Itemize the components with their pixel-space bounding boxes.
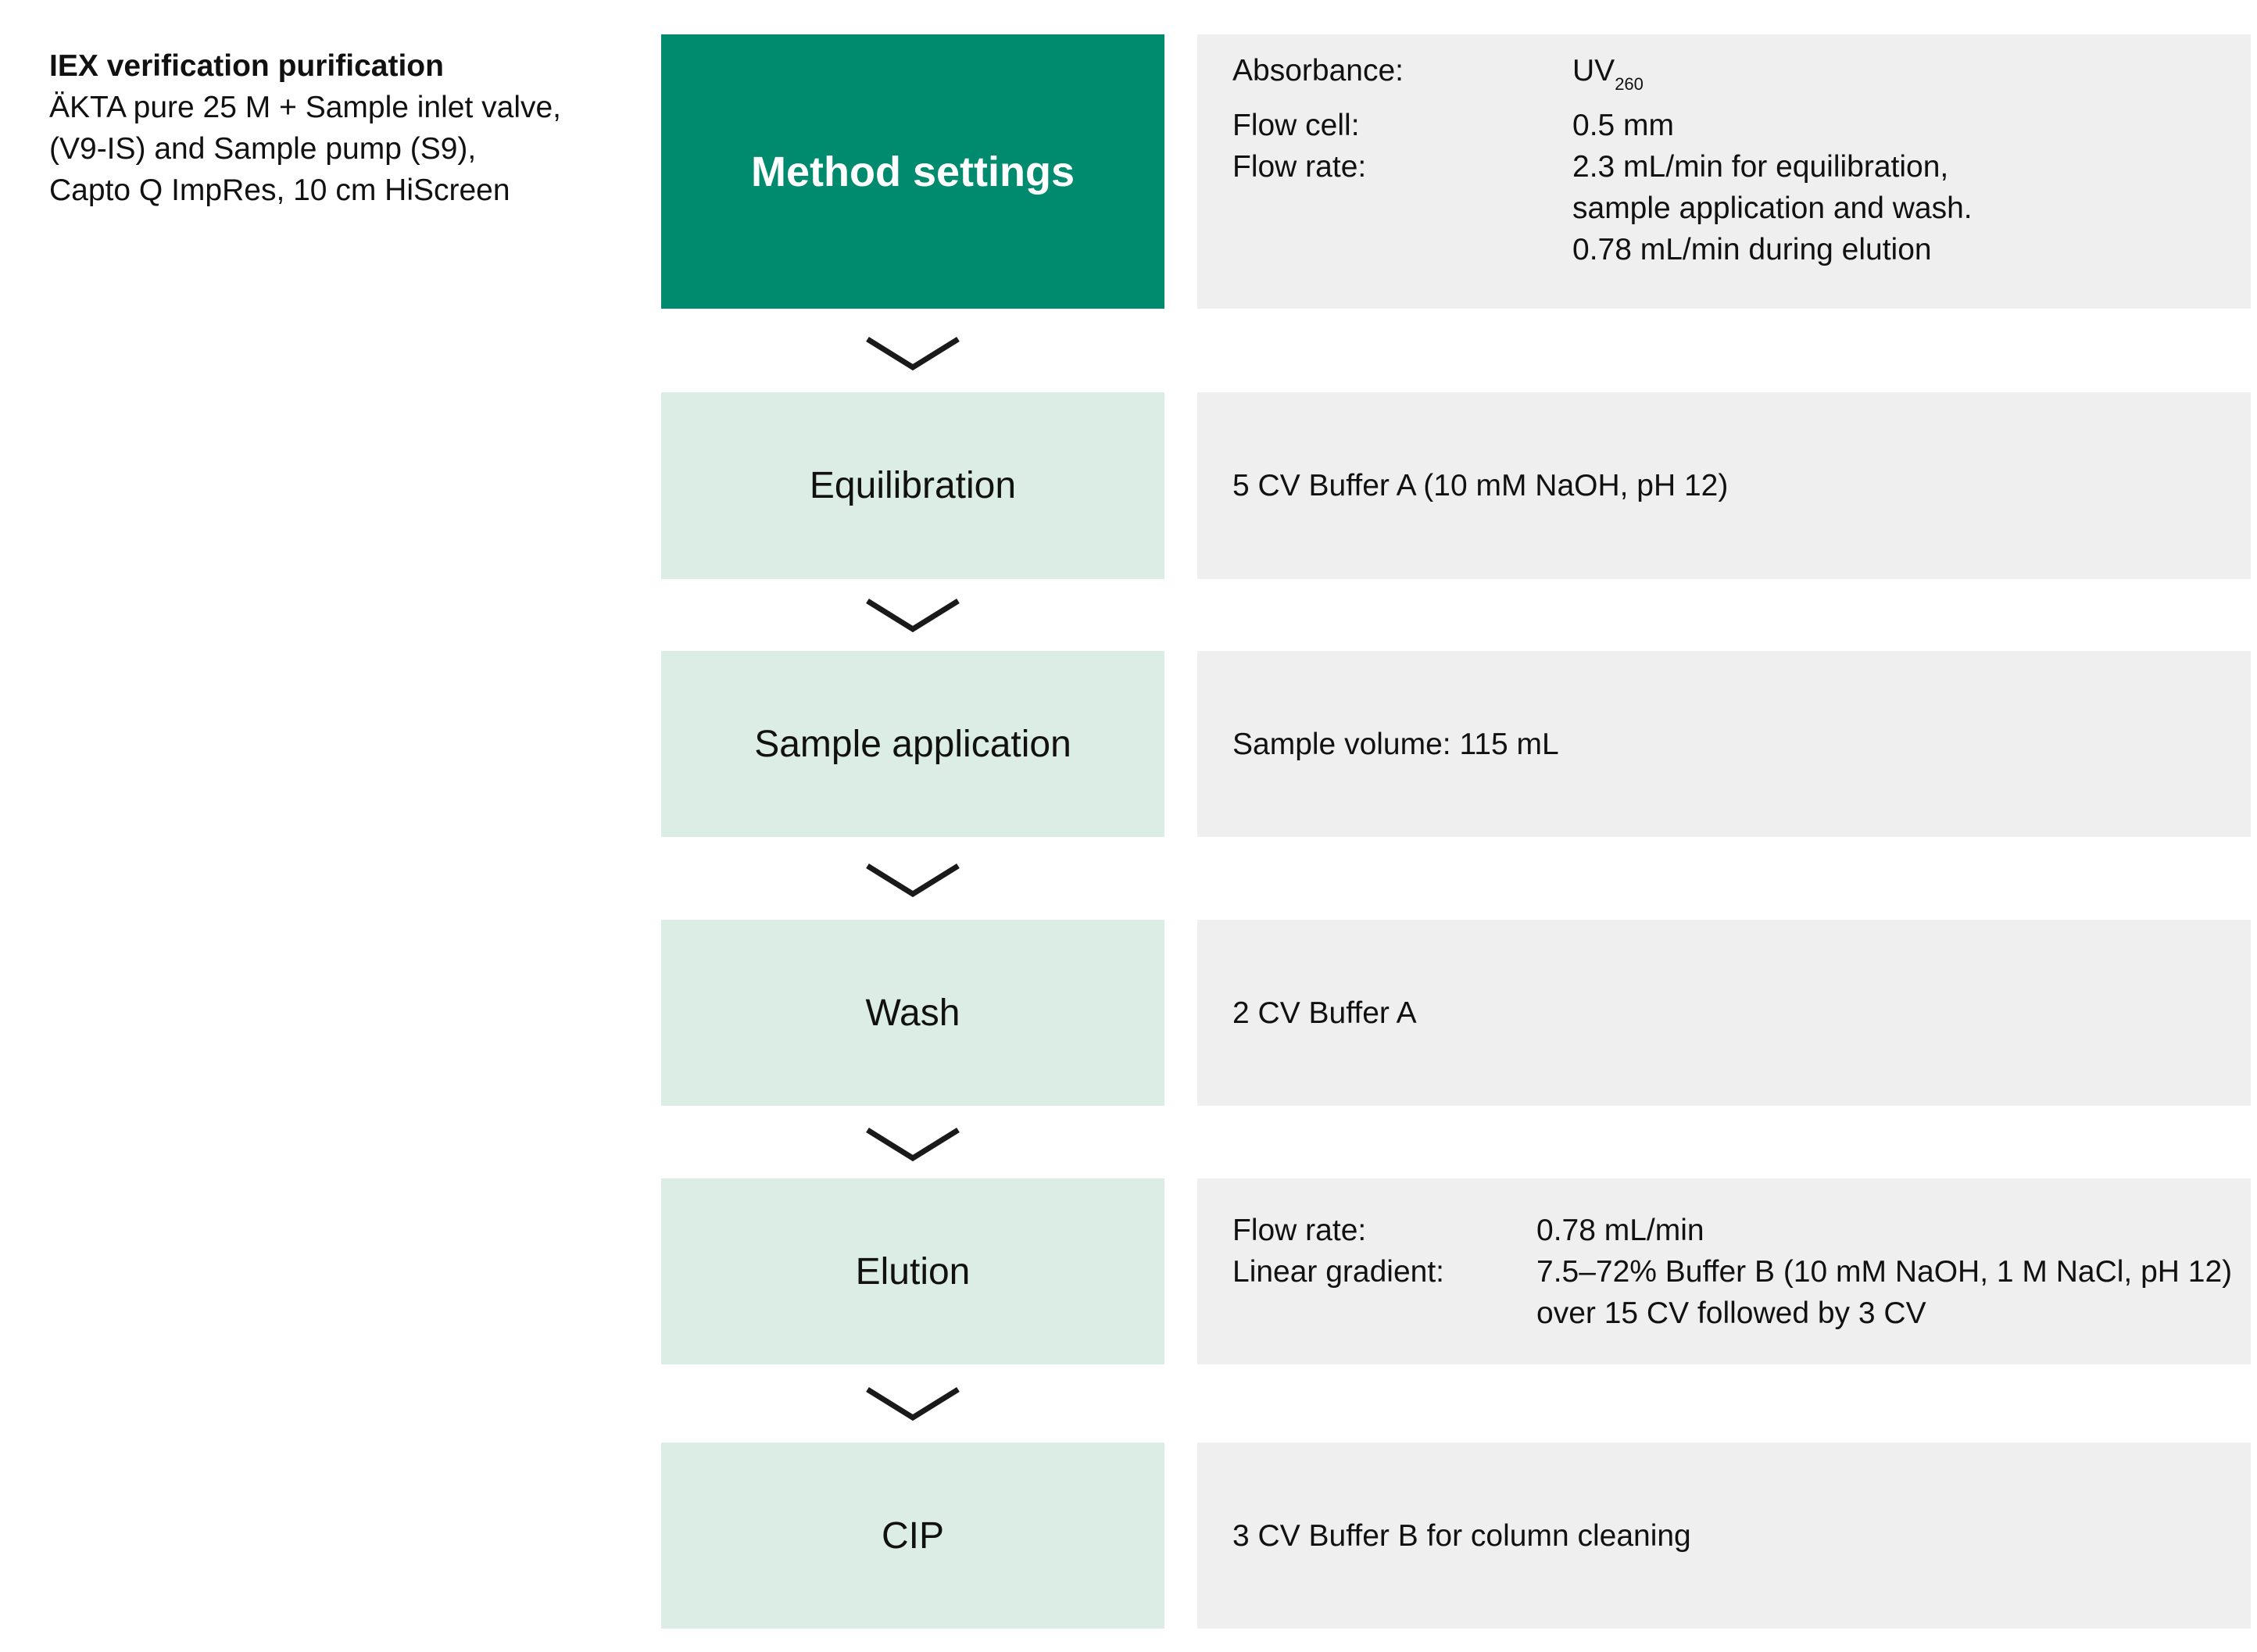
detail-value: $UV_{260}$ [1572, 54, 1644, 94]
detail-key [1232, 188, 1572, 229]
step-label: Sample application [754, 723, 1071, 765]
step-label: CIP [881, 1514, 944, 1557]
detail-cip [1197, 1443, 2251, 1629]
chevron-down-icon [864, 334, 961, 374]
detail-key [1232, 1293, 1536, 1334]
detail-equilibration [1197, 392, 2251, 579]
chevron-down-icon [864, 1385, 961, 1424]
intro-line: Capto Q ImpRes, 10 cm HiScreen [49, 173, 510, 207]
intro-title: IEX verification purification [49, 49, 444, 83]
step-sample-application [661, 651, 1164, 837]
detail-value: over 15 CV followed by 3 CV [1536, 1296, 1926, 1330]
step-label: Equilibration [809, 465, 1017, 506]
detail-key: Flow rate: [1232, 150, 1367, 184]
chevron-down-icon [864, 1125, 961, 1164]
detail-key: Flow rate: [1232, 1213, 1367, 1247]
step-method-settings [661, 34, 1164, 309]
step-elution [661, 1178, 1164, 1364]
detail-value: 7.5–72% Buffer B (10 mM NaOH, 1 M NaCl, pH 12) [1536, 1254, 2233, 1289]
detail-value: 0.5 mm [1572, 109, 1675, 142]
detail-text: 3 CV Buffer B for column cleaning [1232, 1518, 1691, 1553]
detail-key: Absorbance: [1232, 54, 1404, 88]
detail-sample-application [1197, 651, 2251, 837]
chevron-down-icon [864, 596, 961, 635]
detail-key: Linear gradient: [1232, 1254, 1445, 1289]
chevron-down-icon [864, 861, 961, 900]
detail-text: 5 CV Buffer A (10 mM NaOH, pH 12) [1232, 469, 1729, 502]
step-wash [661, 920, 1164, 1106]
intro-line: ÄKTA pure 25 M + Sample inlet valve, [49, 91, 562, 124]
intro-line: (V9-IS) and Sample pump (S9), [49, 132, 477, 166]
detail-value: 2.3 mL/min for equilibration, [1572, 150, 1949, 184]
step-label: Method settings [751, 148, 1075, 195]
detail-value: sample application and wash. [1572, 191, 1973, 225]
detail-value: 0.78 mL/min [1536, 1213, 1704, 1247]
intro-block [49, 45, 612, 211]
step-equilibration [661, 392, 1164, 579]
detail-text: 2 CV Buffer A [1232, 996, 1417, 1030]
step-cip [661, 1443, 1164, 1629]
detail-wash [1197, 920, 2251, 1106]
step-label: Elution [855, 1250, 971, 1293]
detail-key [1232, 229, 1572, 270]
step-label: Wash [865, 992, 960, 1034]
detail-text: Sample volume: 115 mL [1232, 727, 1559, 761]
detail-elution [1197, 1178, 2251, 1364]
detail-method-settings [1197, 34, 2251, 309]
detail-key: Flow cell: [1232, 109, 1360, 142]
detail-value: 0.78 mL/min during elution [1572, 233, 1932, 266]
